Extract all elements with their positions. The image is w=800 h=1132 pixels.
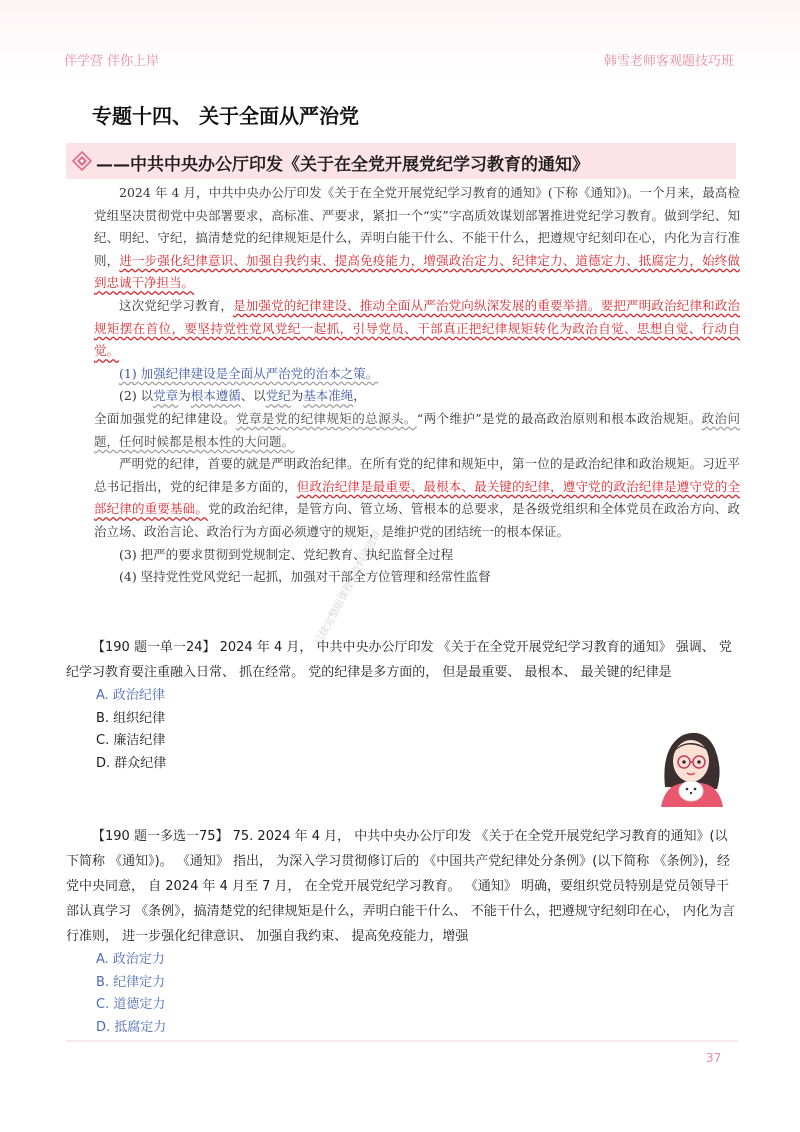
para1-text: 2024 年 4 月，中共中央办公厅印发《关于在全党开展党纪学习教育的通知》(下称《通知》)。一个月来，最高检党组坚决贯彻党中央部署要求，高标准、严要求，紧扣一个“实”字高质效谋划部署推进党纪学习教育。做到学纪、知纪、明纪、守纪，搞清楚党的纪律规矩是什么，弄明白能干什么、不能干什么，把遵规守纪刻印在心，内化为言行准则， bbox=[94, 185, 740, 268]
item2-f: 党纪 bbox=[265, 388, 291, 404]
question-2 bbox=[66, 824, 738, 1040]
item2-h: 基本准绳 bbox=[303, 388, 354, 404]
question-1 bbox=[66, 635, 738, 776]
q1-option-d[interactable]: D. 群众纪律 bbox=[96, 756, 167, 772]
item1-text: (1) 加强纪律建设是全面从严治党的治本之策。 bbox=[119, 365, 379, 381]
item-2 bbox=[94, 385, 740, 408]
para3-underlined-2: 政治问题，任何时候都是根本性的大问题。 bbox=[94, 410, 740, 449]
para4-text: 严明党的纪律，首要的就是严明政治纪律。在所有党的纪律和规矩中，第一位的是政治纪律和政治规矩。习近平总书记指出，党的纪律是多方面的， bbox=[94, 456, 740, 494]
footer-divider bbox=[66, 1040, 738, 1042]
header-right-text: 韩雪老师客观题技巧班 bbox=[603, 54, 734, 69]
item-1 bbox=[94, 363, 740, 386]
item2-a: (2) 以 bbox=[119, 388, 154, 404]
item-4: (4) 坚持党性党风党纪一起抓，加强对干部全方位管理和经常性监督 bbox=[119, 569, 491, 585]
paragraph-3 bbox=[94, 408, 740, 453]
q2-option-b[interactable]: B. 纪律定力 bbox=[96, 974, 166, 990]
para4-highlight: 但政治纪律是最重要、最根本、最关键的纪律，遵守党的政治纪律是遵守党的全部纪律的重要基础。 bbox=[94, 478, 740, 517]
para2-highlight: 是加强党的纪律建设、推动全面从严治党向纵深发展的重要举措。要把严明政治纪律和政治规矩摆在首位，要坚持党性党风党纪一起抓，引导党员、干部真正把纪律规矩转化为政治自觉、思想自觉、行动自觉。 bbox=[94, 297, 740, 359]
item2-b: 党章 bbox=[153, 388, 179, 404]
section-banner bbox=[66, 143, 736, 179]
q2-option-d[interactable]: D. 抵腐定力 bbox=[96, 1020, 167, 1036]
q2-option-a[interactable]: A. 政治定力 bbox=[96, 952, 165, 967]
page-number: 37 bbox=[706, 1051, 722, 1065]
diamond-ornament-icon bbox=[72, 151, 92, 171]
teacher-avatar bbox=[643, 717, 738, 807]
para4-text-2: 党的政治纪律，是管方向、管立场、管根本的总要求，是各级党组织和全体党员在政治方向、政治立场、政治言论、政治行为方面必须遵守的规矩，是维护党的团结统一的根本保证。 bbox=[94, 501, 740, 539]
item2-i: ， bbox=[353, 388, 366, 404]
item2-g: 为 bbox=[290, 388, 304, 404]
watermark-text: 后续完整版课程+资料请进群 bbox=[313, 528, 384, 648]
article-body bbox=[94, 182, 740, 589]
para2-text: 这次党纪学习教育， bbox=[119, 297, 234, 313]
para1-highlight: 进一步强化纪律意识、加强自我约束、提高免疫能力，增强政治定力、纪律定力、道德定力、抵腐定力，始终做到忠诚干净担当。 bbox=[94, 252, 740, 291]
item2-e: 、以 bbox=[240, 388, 266, 404]
paragraph-1 bbox=[94, 182, 740, 295]
paragraph-4 bbox=[94, 453, 740, 543]
item2-d: 根本遵循 bbox=[190, 388, 241, 404]
item-3: (3) 把严的要求贯彻到党规制定、党纪教育、执纪监督全过程 bbox=[119, 546, 454, 562]
banner-text: ——中共中央办公厅印发《关于在全党开展党纪学习教育的通知》 bbox=[96, 155, 589, 175]
para3-text-2: “两个维护”是党的最高政治原则和根本政治规矩。 bbox=[416, 410, 702, 426]
para3-text: 全面加强党的纪律建设。 bbox=[94, 410, 237, 426]
question-2-stem: 【190 题一多选一75】 75. 2024 年 4 月， 中共中央办公厅印发 《关于在全党开展党纪学习教育的通知》(以下简称 《通知》)。 《通知》 指出， 为深入学习贯彻修订后的 《中国共产党纪律处分条例》(以下简称 《条例》)，经党中央同意， 自 2024 年 4 月至 7 月， 在全党开展党纪学习教育。 《通知》 明确，要组织党员特别是党员领导干部认真学习 《条例》，搞清楚党的纪律规矩是什么，弄明白能干什么、 不能干什么，把遵规守纪刻印在心， 内化为言行准则， 进一步强化纪律意识、 加强自我约束、 提高免疫能力，增强 bbox=[66, 829, 735, 944]
paragraph-2 bbox=[94, 295, 740, 363]
q1-option-a[interactable]: A. 政治纪律 bbox=[96, 688, 165, 703]
para3-underlined-1: 党章是党的纪律规矩的总源头。 bbox=[236, 410, 417, 426]
q1-option-c[interactable]: C. 廉洁纪律 bbox=[96, 733, 166, 749]
q1-option-b[interactable]: B. 组织纪律 bbox=[96, 710, 166, 726]
page-title: 专题十四、 关于全面从严治党 bbox=[92, 104, 359, 128]
header-left-text: 伴学营 伴你上岸 bbox=[64, 54, 160, 69]
q2-option-c[interactable]: C. 道德定力 bbox=[96, 997, 166, 1013]
page-header bbox=[0, 0, 800, 78]
question-1-stem: 【190 题一单一24】 2024 年 4 月， 中共中央办公厅印发 《关于在全党开展党纪学习教育的通知》 强调、 党纪学习教育要注重融入日常、 抓在经常。 党的纪律是多方面的， 但是最重要、 最根本、 最关键的纪律是 bbox=[66, 640, 732, 680]
item2-c: 为 bbox=[178, 388, 191, 404]
